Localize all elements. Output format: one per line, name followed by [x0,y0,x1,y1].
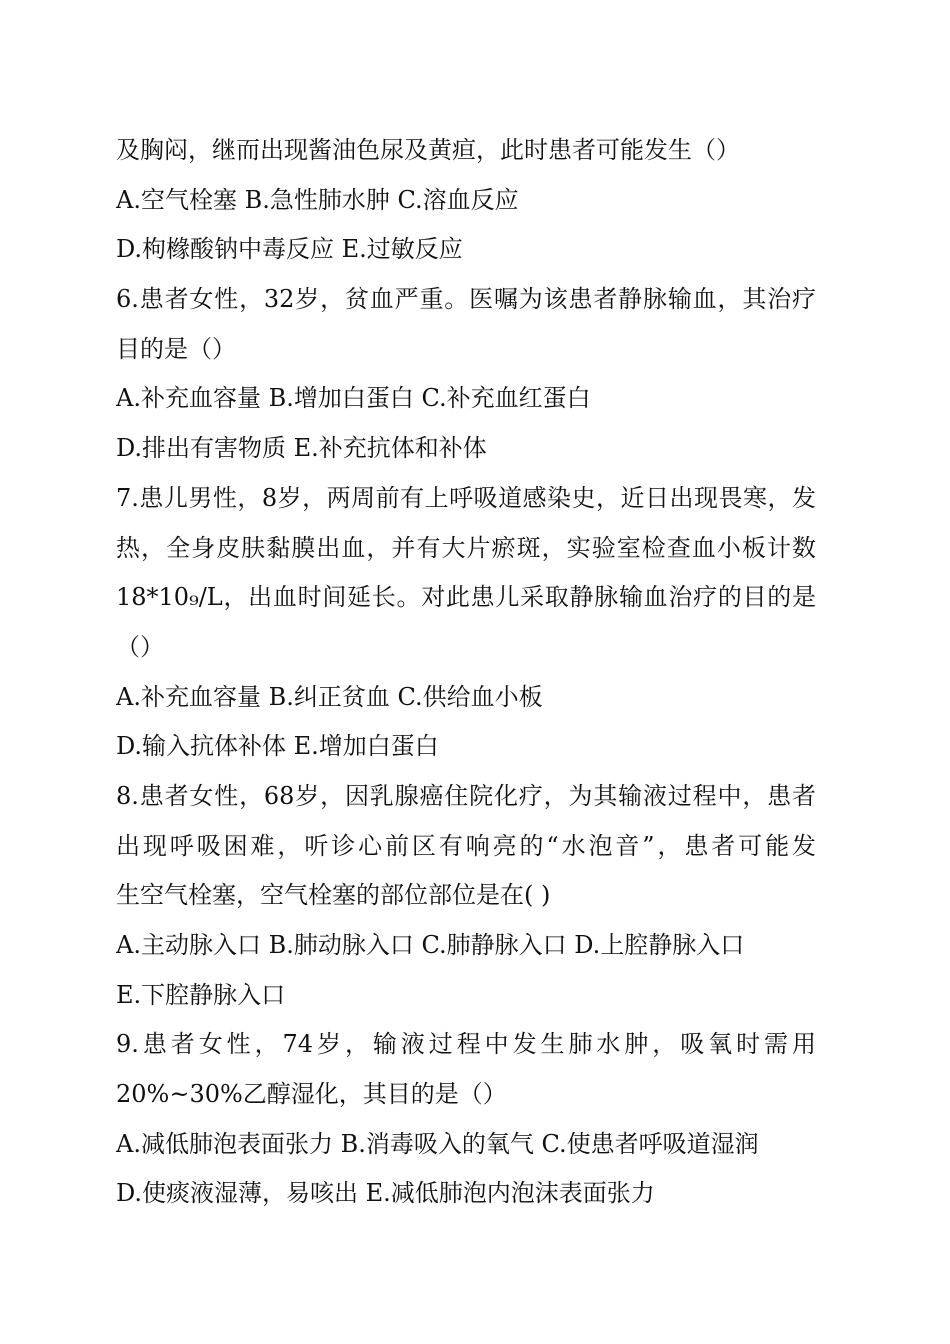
answer-options: A.减低肺泡表面张力 B.消毒吸入的氧气 C.使患者呼吸道湿润 [116,1129,759,1158]
answer-options: A.主动脉入口 B.肺动脉入口 C.肺静脉入口 D.上腔静脉入口 [116,931,745,959]
text-line: 目的是（） [116,334,236,363]
answer-options: D.枸橼酸钠中毒反应 E.过敏反应 [116,235,463,264]
text-line: 生空气栓塞，空气栓塞的部位部位是在( ) [116,881,551,910]
answer-options: E.下腔静脉入口 [116,980,286,1009]
answer-options: A.空气栓塞 B.急性肺水肿 C.溶血反应 [116,185,519,214]
answer-options: D.输入抗体补体 E.增加白蛋白 [116,732,439,761]
answer-options: D.使痰液湿薄，易咳出 E.减低肺泡内泡沫表面张力 [116,1179,655,1208]
text-line: 及胸闷，继而出现酱油色尿及黄疸，此时患者可能发生（） [116,136,740,164]
answer-options: A.补充血容量 B.纠正贫血 C.供给血小板 [116,682,543,711]
question-6: 6.患者女性，32岁，贫血严重。医嘱为该患者静脉输血，其治疗 [116,285,816,314]
text-line: （） [116,632,164,661]
text-line: 出现呼吸困难，听诊心前区有响亮的“水泡音”，患者可能发 [116,831,816,860]
text-line: 18*10₉/L，出血时间延长。对此患儿采取静脉输血治疗的目的是 [116,583,816,612]
text-line: 20%~30%乙醇湿化，其目的是（） [116,1080,507,1109]
question-7: 7.患儿男性，8岁，两周前有上呼吸道感染史，近日出现畏寒，发 [116,483,816,512]
question-9: 9.患者女性，74岁，输液过程中发生肺水肿，吸氧时需用 [116,1030,816,1059]
document-body [116,126,816,1219]
question-8: 8.患者女性，68岁，因乳腺癌住院化疗，为其输液过程中，患者 [116,781,816,810]
answer-options: A.补充血容量 B.增加白蛋白 C.补充血红蛋白 [116,384,591,413]
text-line: 热，全身皮肤黏膜出血，并有大片瘀斑，实验室检查血小板计数 [116,533,816,562]
answer-options: D.排出有害物质 E.补充抗体和补体 [116,434,487,463]
